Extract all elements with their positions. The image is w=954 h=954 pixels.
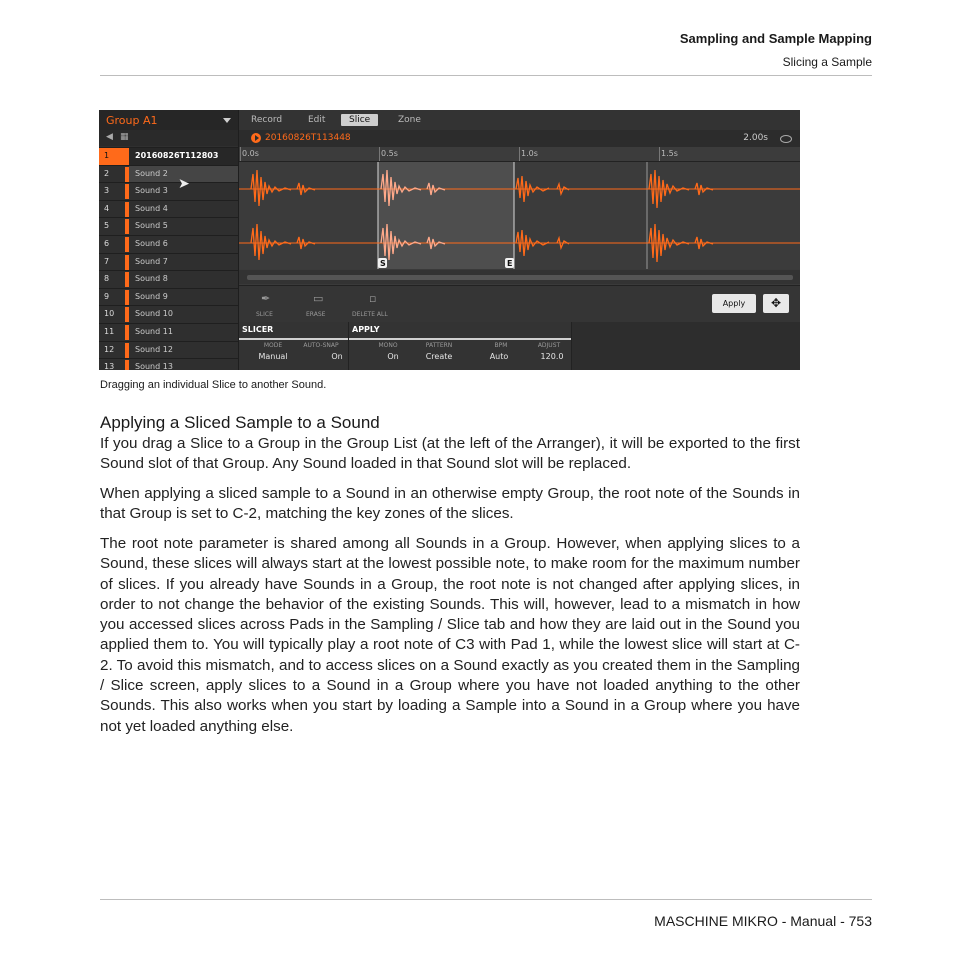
sound-slot-row[interactable] xyxy=(99,288,238,306)
sound-slot-row[interactable] xyxy=(99,217,238,235)
move-icon[interactable]: ✥ xyxy=(763,294,789,313)
slot-number: 10 xyxy=(104,309,115,319)
pattern-value[interactable]: Create xyxy=(425,352,453,361)
group-header[interactable] xyxy=(99,110,238,130)
sound-slot-row[interactable] xyxy=(99,253,238,271)
chevron-down-icon[interactable] xyxy=(223,118,231,123)
apply-button[interactable]: Apply xyxy=(712,294,756,313)
bpm-label: BPM xyxy=(494,342,508,349)
figure-caption: Dragging an individual Slice to another Sound. xyxy=(100,379,327,391)
mono-label: MONO xyxy=(378,342,398,349)
sound-slot-row[interactable] xyxy=(99,323,238,341)
delete-all-tool-label[interactable]: DELETE ALL xyxy=(352,311,388,318)
slot-label: Sound 11 xyxy=(135,327,173,336)
sound-slot-row[interactable] xyxy=(99,165,238,183)
slot-label: Sound 7 xyxy=(135,256,168,266)
sound-slot-row[interactable] xyxy=(99,200,238,218)
slot-color-bar xyxy=(125,237,129,252)
parameter-panel xyxy=(239,322,800,370)
erase-tool-label[interactable]: ERASE xyxy=(306,311,326,318)
slot-number: 12 xyxy=(104,344,115,354)
slot-number: 8 xyxy=(104,274,110,284)
tab-edit[interactable]: Edit xyxy=(308,115,326,125)
paragraph: The root note parameter is shared among all Sounds in a Group. However, when applying slices to a Sound, these slices will always start at the lowest possible note, to make room for the maximum number of slices. If you already have Sounds in a Group, the root note is not changed after applying slices, in order to not change the behavior of the existing Sounds. This will, however, lead to a mismatch in how you accessed slices across Pads in the Sampling / Slice tab and how they are laid out in the Sound you applied them to. You will typically play a root note of C3 with Pad 1, while the lowest slice will start at C-2. To avoid this mismatch, and to access slices on a Sound exactly as you created them in the Sampling / Slice screen, apply slices to a Sound in a Group where you have not loaded anything to the other Sounds. This also works when you start by loading a Sample into a Sound in a Group where you have not yet loaded anything else. xyxy=(100,535,800,735)
slot-color-bar xyxy=(125,149,129,164)
slot-color-bar xyxy=(125,184,129,199)
footer-divider xyxy=(100,899,872,900)
sound-slot-row[interactable] xyxy=(99,270,238,288)
sound-slot-row[interactable] xyxy=(99,235,238,253)
section-underline xyxy=(349,338,571,340)
sample-file-name: 20160826T113448 xyxy=(265,133,351,143)
sound-slot-row[interactable] xyxy=(99,341,238,359)
sound-slot-row[interactable] xyxy=(99,305,238,323)
slot-label: Sound 10 xyxy=(135,309,173,319)
slot-label: Sound 12 xyxy=(135,344,173,354)
grid-icon[interactable]: ▦ xyxy=(120,132,129,142)
speaker-icon[interactable]: ◀ xyxy=(106,132,113,142)
trash-icon[interactable]: ▫ xyxy=(369,292,377,305)
sound-slot-row[interactable] xyxy=(99,147,238,165)
slot-color-bar xyxy=(125,219,129,234)
ruler-label: 1.5s xyxy=(661,149,678,158)
arrow-cursor-icon: ➤ xyxy=(178,176,190,192)
slice-tool-label[interactable]: SLICE xyxy=(256,311,273,318)
slot-number: 13 xyxy=(104,362,115,370)
adjust-value[interactable]: 120.0 xyxy=(540,352,564,361)
scrollbar-thumb[interactable] xyxy=(247,275,793,280)
mono-value[interactable]: On xyxy=(387,352,399,361)
tab-slice[interactable]: Slice xyxy=(341,114,378,126)
bpm-value[interactable]: Auto xyxy=(489,352,509,361)
slot-label: Sound 8 xyxy=(135,274,168,284)
editor-tabs xyxy=(239,110,800,130)
ruler-tick xyxy=(519,147,520,161)
ruler-tick xyxy=(659,147,660,161)
group-list xyxy=(99,110,239,370)
waveform-display[interactable] xyxy=(239,162,800,269)
sound-slot-row[interactable] xyxy=(99,182,238,200)
apply-title: APPLY xyxy=(352,325,380,334)
ruler-tick xyxy=(240,147,241,161)
sample-info-bar xyxy=(239,130,800,147)
slot-color-bar xyxy=(125,307,129,322)
slot-color-bar xyxy=(125,343,129,358)
section-heading: Applying a Sliced Sample to a Sound xyxy=(100,413,380,432)
page-footer: MASCHINE MIKRO - Manual - 753 xyxy=(654,913,872,929)
transient-1-left xyxy=(251,170,315,206)
auto-snap-value[interactable]: On xyxy=(331,352,343,361)
slice-editor-screenshot xyxy=(99,110,800,370)
running-header-subtitle: Slicing a Sample xyxy=(782,55,872,69)
slot-number: 7 xyxy=(104,256,110,266)
running-header-title: Sampling and Sample Mapping xyxy=(679,31,872,46)
waveform-scrollbar[interactable] xyxy=(239,270,800,284)
sample-editor xyxy=(239,110,800,370)
slot-label: 20160826T112803 xyxy=(135,151,219,160)
slot-number: 3 xyxy=(104,186,110,196)
brush-icon[interactable]: ✒ xyxy=(261,292,271,305)
slot-label: Sound 3 xyxy=(135,186,168,196)
slot-label: Sound 9 xyxy=(135,291,168,301)
transient-1-right xyxy=(251,224,315,260)
tab-zone[interactable]: Zone xyxy=(398,115,421,125)
group-icon-bar xyxy=(99,130,238,146)
slot-label: Sound 13 xyxy=(135,362,173,370)
pattern-label: PATTERN xyxy=(425,342,453,349)
adjust-label: ADJUST xyxy=(537,342,561,349)
selected-slice-region[interactable] xyxy=(378,162,514,269)
header-divider xyxy=(100,75,872,76)
slot-number: 2 xyxy=(104,168,110,178)
auto-snap-label: AUTO-SNAP xyxy=(303,342,339,349)
group-name: Group A1 xyxy=(106,114,158,127)
eye-icon[interactable] xyxy=(780,135,792,143)
time-ruler xyxy=(239,147,800,162)
mode-label: MODE xyxy=(263,342,283,349)
slot-color-bar xyxy=(125,202,129,217)
apply-section xyxy=(349,322,572,370)
ruler-label: 0.5s xyxy=(381,149,398,158)
ruler-label: 1.0s xyxy=(521,149,538,158)
slot-color-bar xyxy=(125,255,129,270)
waveform-svg xyxy=(239,162,800,269)
tab-record[interactable]: Record xyxy=(251,115,283,125)
slice-toolbar xyxy=(239,285,800,322)
slot-number: 4 xyxy=(104,203,110,213)
sound-slot-row[interactable] xyxy=(99,358,238,370)
eraser-icon[interactable]: ▭ xyxy=(313,292,324,305)
slot-number: 6 xyxy=(104,239,110,248)
slot-color-bar xyxy=(125,272,129,287)
slot-label: Sound 2 xyxy=(135,168,168,178)
slot-color-bar xyxy=(125,325,129,340)
slot-number: 1 xyxy=(104,151,110,160)
play-icon[interactable] xyxy=(251,133,261,143)
slicer-title: SLICER xyxy=(242,325,274,334)
section-underline xyxy=(239,338,348,340)
slot-number: 5 xyxy=(104,221,110,231)
slot-color-bar xyxy=(125,167,129,182)
start-marker-label: S xyxy=(380,259,386,268)
mode-value[interactable]: Manual xyxy=(258,352,288,361)
slot-label: Sound 6 xyxy=(135,239,168,248)
sample-duration: 2.00s xyxy=(743,133,768,143)
paragraph: If you drag a Slice to a Group in the Group List (at the left of the Arranger), it will be exported to the first Sound slot of that Group. Any Sound loaded in that Sound slot will be replaced. xyxy=(100,435,800,473)
slot-color-bar xyxy=(125,290,129,305)
slot-color-bar xyxy=(125,360,129,370)
slot-label: Sound 5 xyxy=(135,221,168,231)
ruler-label: 0.0s xyxy=(242,149,259,158)
slicer-section xyxy=(239,322,349,370)
paragraph: When applying a sliced sample to a Sound in an otherwise empty Group, the root note of the Sounds in that Group is set to C-2, matching the key zones of the slices. xyxy=(100,485,800,523)
slot-label: Sound 4 xyxy=(135,203,168,213)
slot-number: 9 xyxy=(104,291,110,301)
ruler-tick xyxy=(379,147,380,161)
slot-number: 11 xyxy=(104,327,115,336)
end-marker-label: E xyxy=(507,259,513,268)
